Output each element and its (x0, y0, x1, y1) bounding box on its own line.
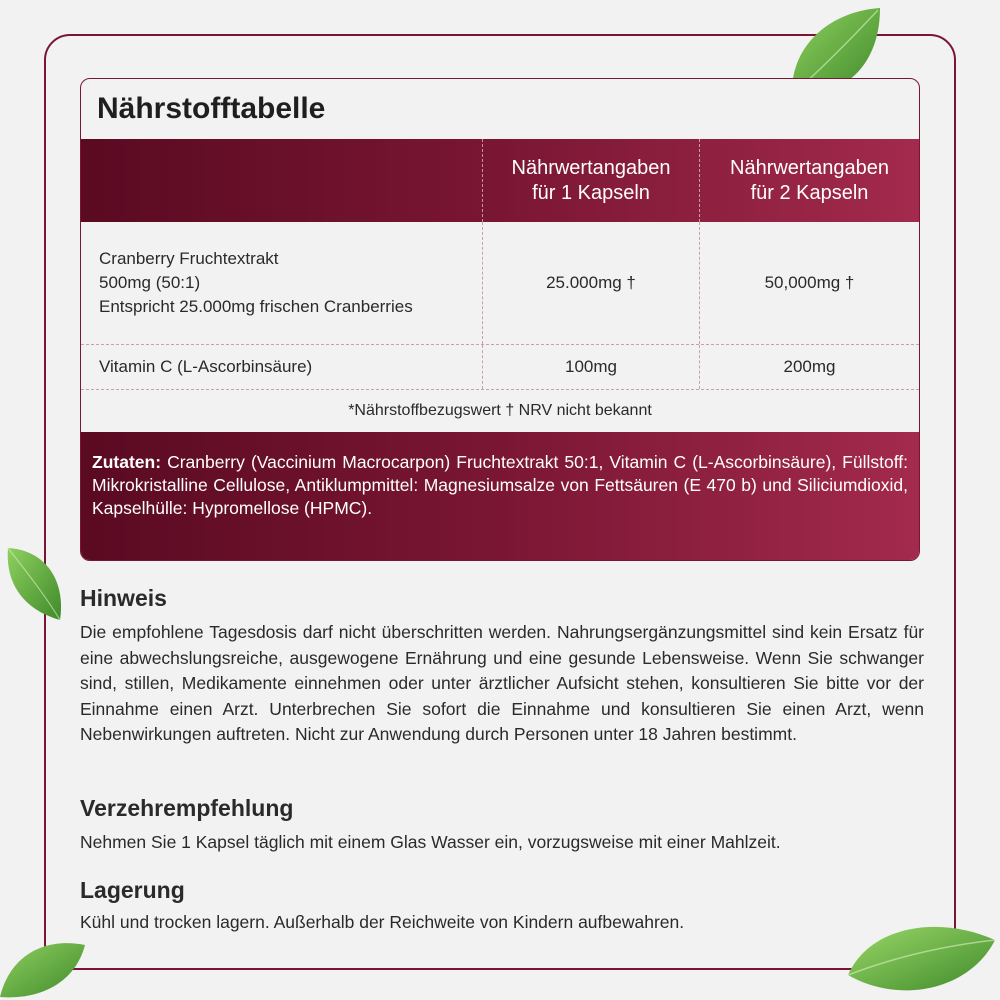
row-name-line: 500mg (50:1) (99, 273, 201, 292)
table-title: Nährstofftabelle (97, 92, 326, 125)
row-name-line: Cranberry Fruchtextrakt (99, 249, 279, 268)
row-name-line: Entspricht 25.000mg frischen Cranberries (99, 297, 413, 316)
header-line: Nährwertangaben (511, 156, 671, 179)
row-value-1-capsule: 100mg (482, 345, 699, 389)
row-name-cell (81, 222, 482, 344)
header-cell-2-capsules (699, 139, 919, 222)
header-line: für 1 Kapseln (532, 181, 650, 204)
nutrient-table (80, 78, 920, 561)
row-value-2-capsules: 50,000mg † (699, 222, 919, 344)
lagerung-heading: Lagerung (80, 877, 185, 903)
row-value-2-capsules: 200mg (699, 345, 919, 389)
hinweis-heading: Hinweis (80, 585, 167, 611)
row-name-line: Vitamin C (L-Ascorbinsäure) (99, 357, 313, 376)
ingredients-text: Cranberry (Vaccinium Macrocarpon) Fruchtextrakt 50:1, Vitamin C (L-Ascorbinsäure), Füllstoff: Mikrokristalline Cellulose, Antiklumpmittel: Magnesiumsalze von Fettsäuren (E 470 b) und Siliciumdioxid, Kapselhülle: Hypromellose (HPMC). (92, 452, 908, 518)
leaf-icon (0, 540, 70, 625)
table-row (81, 345, 919, 390)
leaf-icon (0, 935, 90, 1000)
row-value-1-capsule: 25.000mg † (482, 222, 699, 344)
header-cell-1-capsule (482, 139, 699, 222)
hinweis-body: Die empfohlene Tagesdosis darf nicht überschritten werden. Nahrungsergänzungsmittel sind kein Ersatz für eine abwechslungsreiche, ausgewogene Ernährung und eine gesunde Lebensweise. Wenn Sie schwanger sind, stillen, Medikamente einnehmen oder unter ärztlicher Aufsicht stehen, konsultieren Sie bitte vor der Einnahme einen Arzt. Unterbrechen Sie sofort die Einnahme und konsultieren Sie einen Arzt, wenn Nebenwirkungen auftreten. Nicht zur Anwendung durch Personen unter 18 Jahren bestimmt. (80, 622, 924, 744)
row-name-cell (81, 345, 482, 389)
table-footnote: *Nährstoffbezugswert † NRV nicht bekannt (348, 402, 652, 419)
verzehr-body: Nehmen Sie 1 Kapsel täglich mit einem Glas Wasser ein, vorzugsweise mit einer Mahlzeit. (80, 832, 781, 852)
table-header-row (81, 139, 919, 222)
verzehr-heading: Verzehrempfehlung (80, 795, 294, 821)
header-line: Nährwertangaben (730, 156, 889, 179)
lagerung-body: Kühl und trocken lagern. Außerhalb der Reichweite von Kindern aufbewahren. (80, 912, 685, 932)
ingredients-label: Zutaten: (92, 452, 162, 472)
table-row (81, 222, 919, 345)
header-line: für 2 Kapseln (750, 181, 869, 204)
header-cell-name (81, 139, 482, 222)
ingredients-box (81, 432, 919, 560)
